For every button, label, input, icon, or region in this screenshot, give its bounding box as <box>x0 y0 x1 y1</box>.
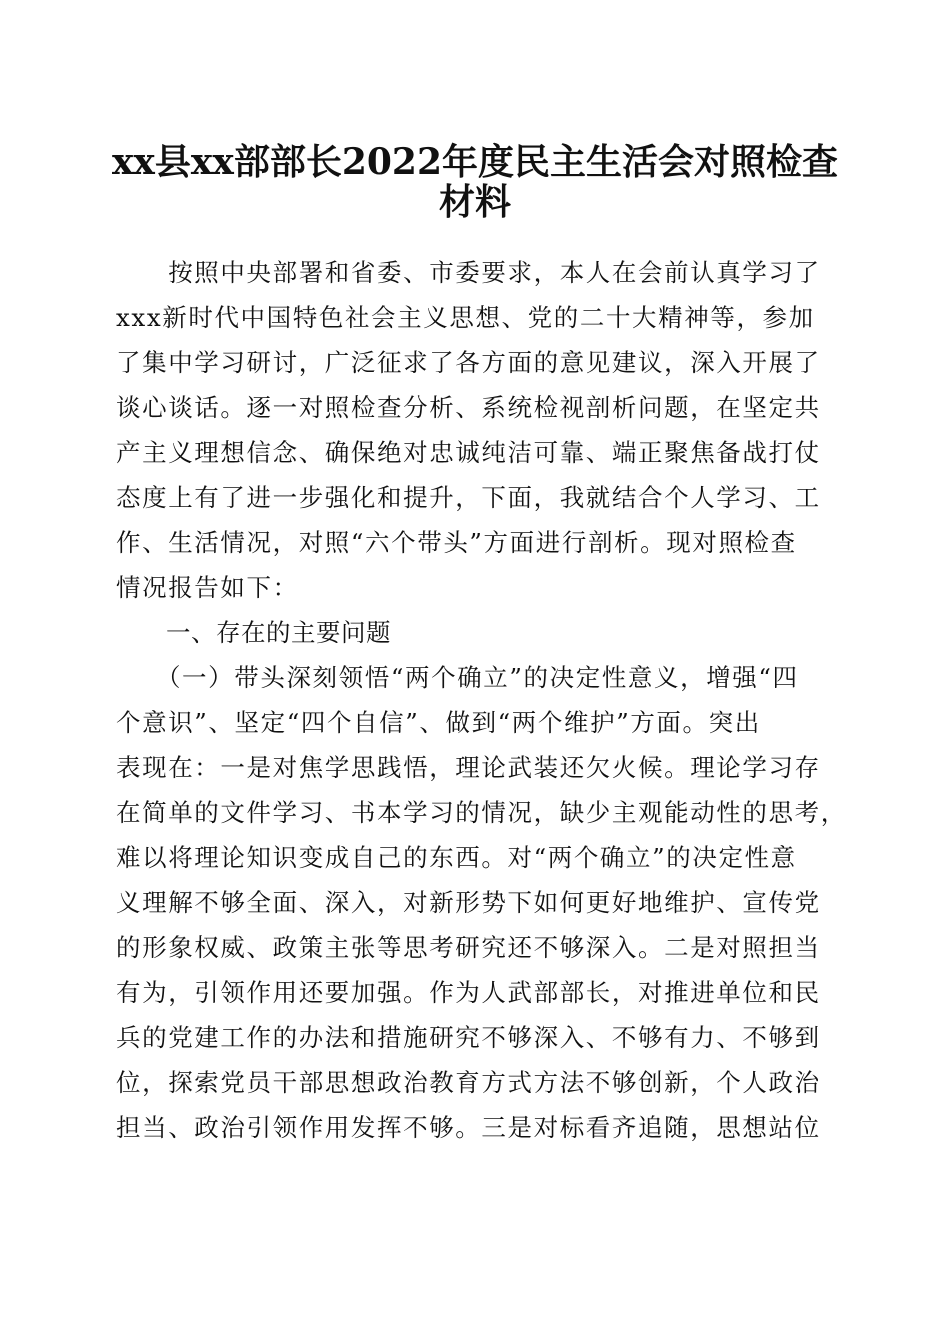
body-line: （一）带头深刻领悟“两个确立”的决定性意义，增强“四 <box>116 663 799 692</box>
body-line: 产主义理想信念、确保绝对忠诚纯洁可靠、端正聚焦备战打仗 <box>116 438 821 467</box>
body-line: 作、生活情况，对照“六个带头”方面进行剖析。现对照检查 <box>116 528 797 557</box>
section-heading: 一、存在的主要问题 <box>116 618 391 647</box>
body-line: 担当、政治引领作用发挥不够。三是对标看齐追随，思想站位 <box>116 1113 821 1142</box>
body-line: 义理解不够全面、深入，对新形势下如何更好地维护、宣传党 <box>116 888 821 917</box>
body-line: xxx新时代中国特色社会主义思想、党的二十大精神等，参加 <box>116 303 815 332</box>
body-line: 位，探索党员干部思想政治教育方式方法不够创新，个人政治 <box>116 1068 821 1097</box>
title-line-2: 材料 <box>438 181 511 223</box>
body-line: 情况报告如下： <box>116 573 299 602</box>
body-line: 有为，引领作用还要加强。作为人武部部长，对推进单位和民 <box>116 978 821 1007</box>
body-line: 按照中央部署和省委、市委要求，本人在会前认真学习了 <box>116 258 821 287</box>
body-line: 个意识”、坚定“四个自信”、做到“两个维护”方面。突出 <box>116 708 761 737</box>
body-line: 兵的党建工作的办法和措施研究不够深入、不够有力、不够到 <box>116 1023 821 1052</box>
body-line: 在简单的文件学习、书本学习的情况，缺少主观能动性的思考， <box>116 798 847 827</box>
title-line-1: xx县xx部部长2022年度民主生活会对照检查 <box>111 141 839 183</box>
body-line: 态度上有了进一步强化和提升，下面，我就结合个人学习、工 <box>116 483 821 512</box>
body-line: 表现在：一是对焦学思践悟，理论武装还欠火候。理论学习存 <box>116 753 821 782</box>
body-line: 的形象权威、政策主张等思考研究还不够深入。二是对照担当 <box>116 933 821 962</box>
body-line: 难以将理论知识变成自己的东西。对“两个确立”的决定性意 <box>116 843 797 872</box>
body-line: 了集中学习研讨，广泛征求了各方面的意见建议，深入开展了 <box>116 348 821 377</box>
body-line: 谈心谈话。逐一对照检查分析、系统检视剖析问题，在坚定共 <box>116 393 821 422</box>
